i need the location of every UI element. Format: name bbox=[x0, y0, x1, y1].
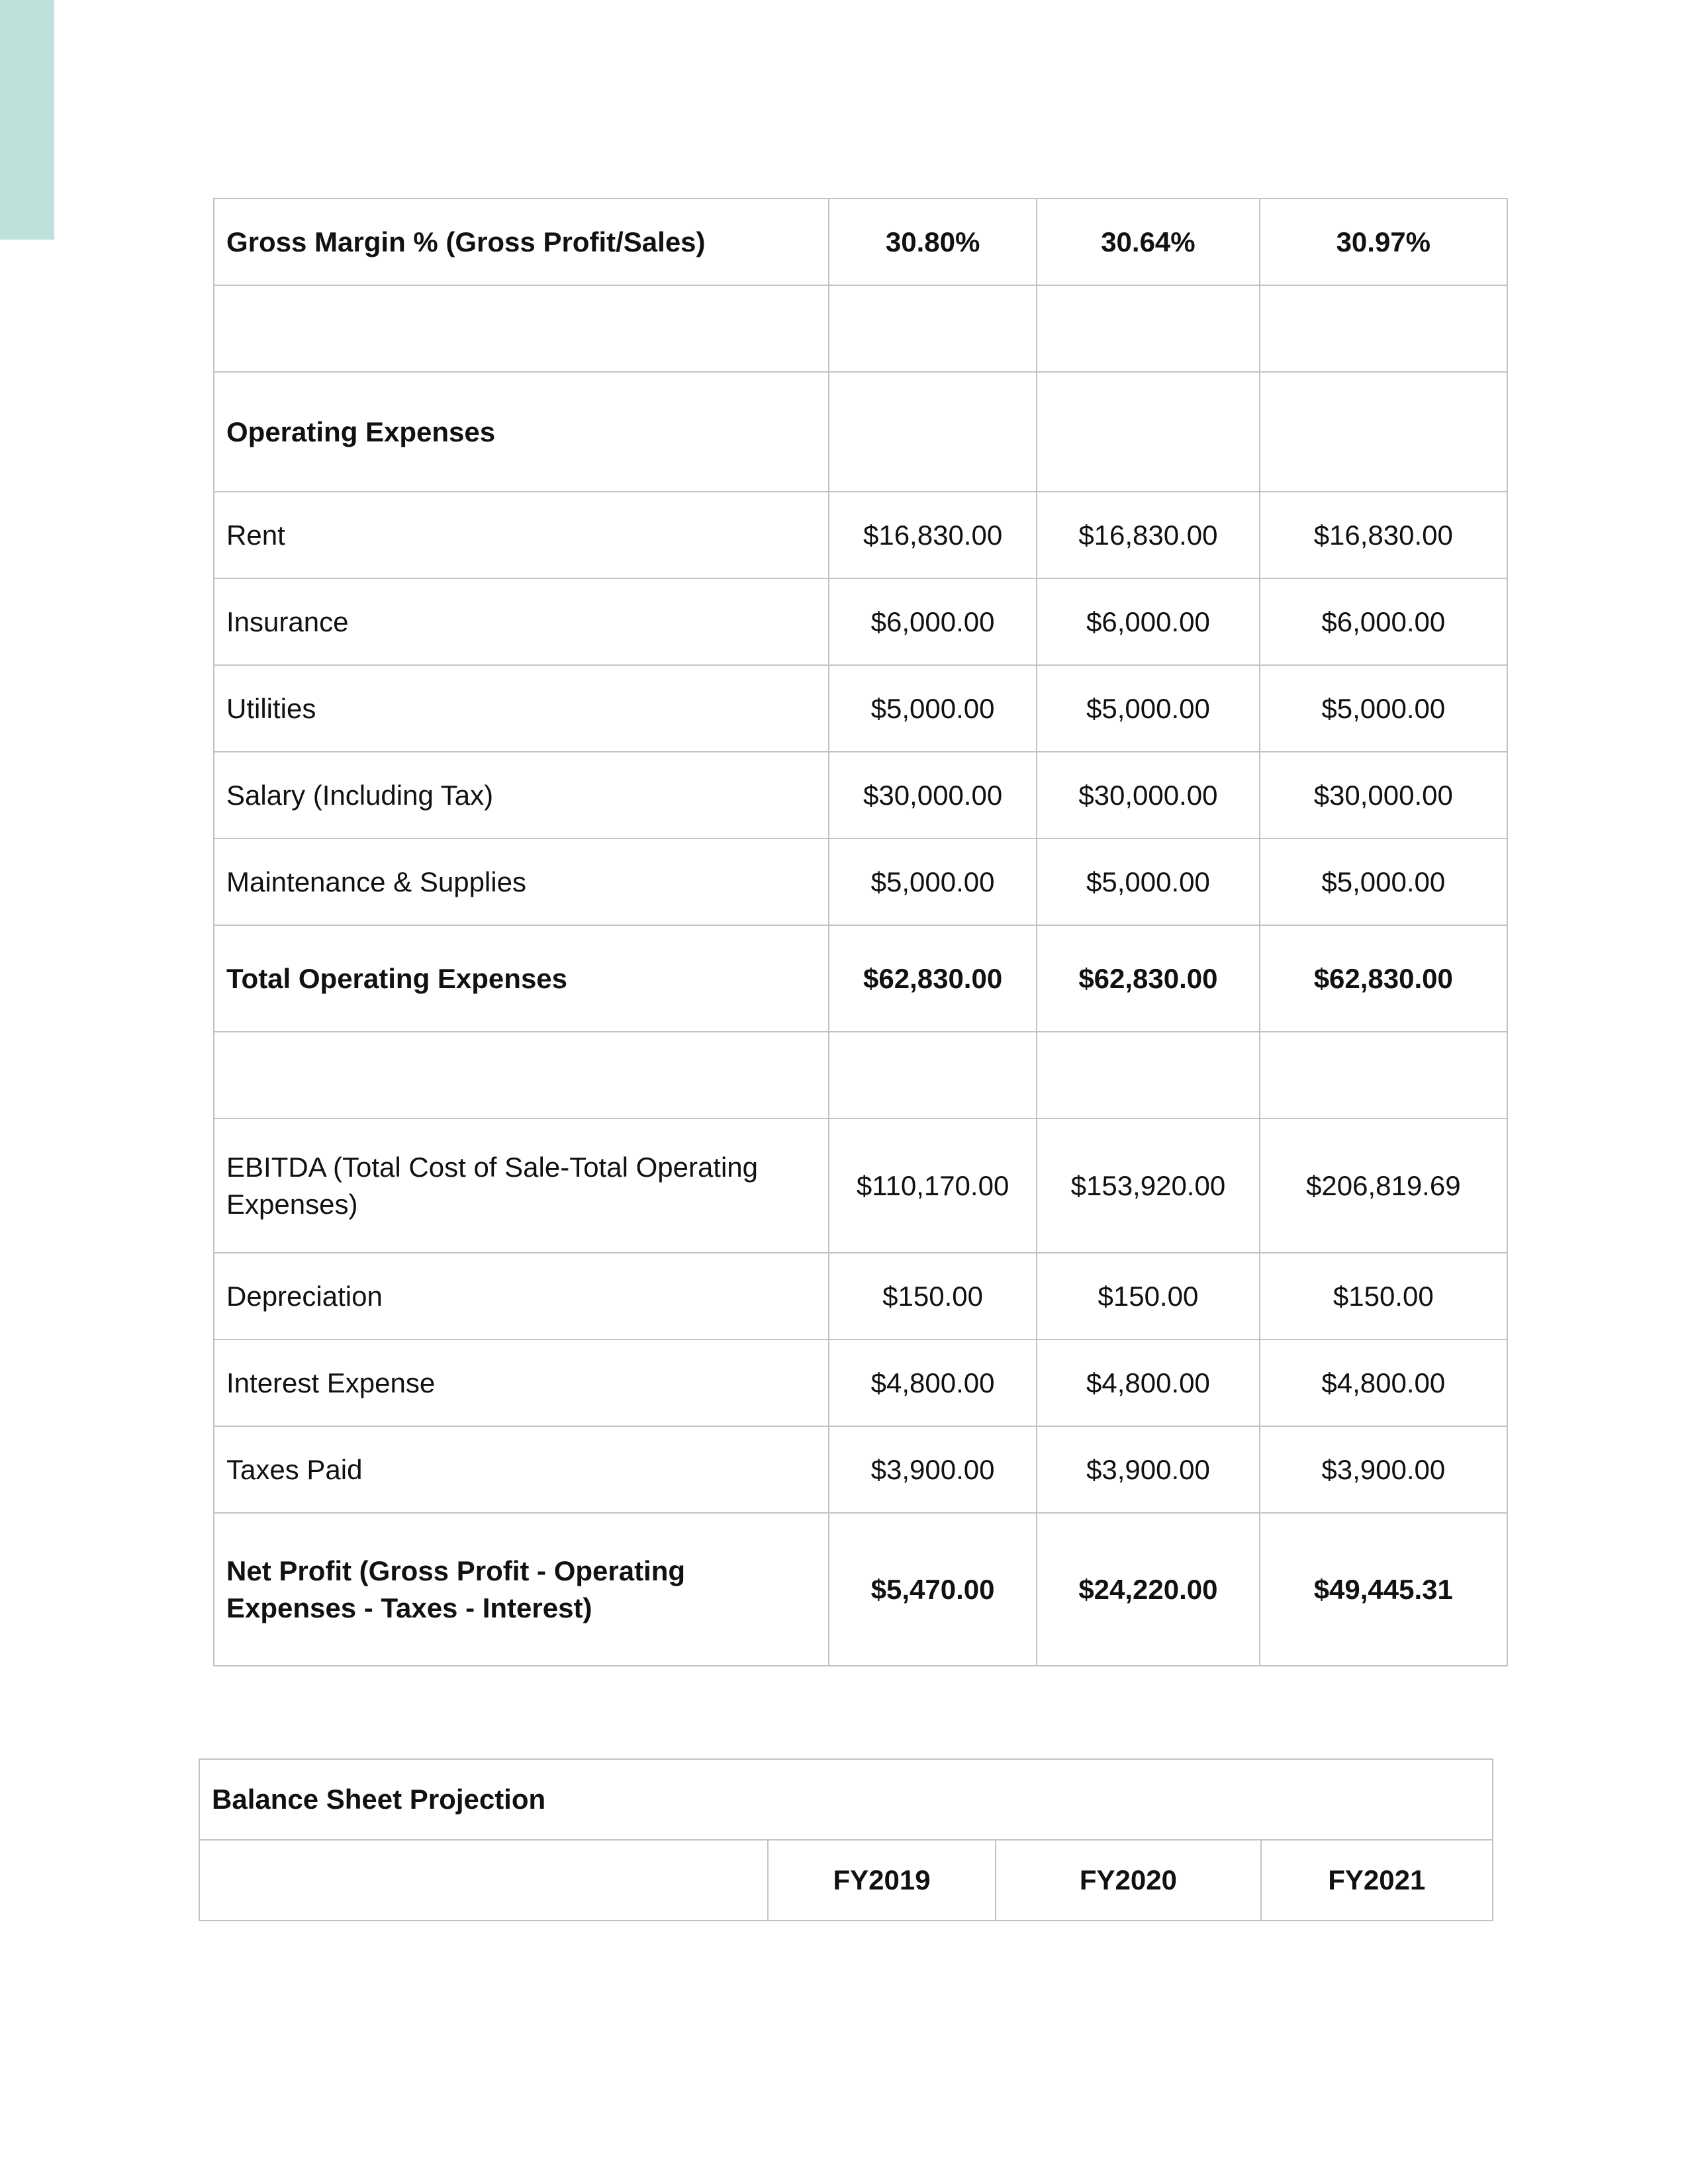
header-blank-cell bbox=[199, 1840, 768, 1921]
row-value: $62,830.00 bbox=[1037, 925, 1259, 1032]
table-row bbox=[214, 1032, 1507, 1118]
row-value: $5,000.00 bbox=[829, 839, 1037, 925]
row-value: $5,470.00 bbox=[829, 1513, 1037, 1666]
row-value: $6,000.00 bbox=[1037, 578, 1259, 665]
table-row bbox=[214, 372, 1507, 492]
row-label: Operating Expenses bbox=[214, 372, 829, 492]
accent-bar bbox=[0, 0, 54, 240]
row-value: $30,000.00 bbox=[1260, 752, 1507, 839]
row-value: $206,819.69 bbox=[1260, 1118, 1507, 1253]
table-row bbox=[214, 839, 1507, 925]
row-value bbox=[1037, 285, 1259, 372]
row-value bbox=[1260, 1032, 1507, 1118]
header-fy2019: FY2019 bbox=[768, 1840, 996, 1921]
table-row bbox=[214, 1253, 1507, 1340]
row-value bbox=[829, 285, 1037, 372]
row-label: Maintenance & Supplies bbox=[214, 839, 829, 925]
table-row bbox=[214, 665, 1507, 752]
balance-sheet-title-row bbox=[199, 1759, 1493, 1840]
table-row bbox=[214, 1118, 1507, 1253]
header-fy2021: FY2021 bbox=[1261, 1840, 1493, 1921]
row-value: $5,000.00 bbox=[829, 665, 1037, 752]
row-value: $153,920.00 bbox=[1037, 1118, 1259, 1253]
row-value: 30.80% bbox=[829, 199, 1037, 285]
row-value: $5,000.00 bbox=[1037, 839, 1259, 925]
row-value: 30.97% bbox=[1260, 199, 1507, 285]
row-value: $150.00 bbox=[1260, 1253, 1507, 1340]
row-value: $5,000.00 bbox=[1260, 839, 1507, 925]
table-row bbox=[214, 578, 1507, 665]
row-value: $6,000.00 bbox=[1260, 578, 1507, 665]
row-value: $110,170.00 bbox=[829, 1118, 1037, 1253]
row-value: 30.64% bbox=[1037, 199, 1259, 285]
row-value: $5,000.00 bbox=[1037, 665, 1259, 752]
row-value: $4,800.00 bbox=[829, 1340, 1037, 1426]
row-value bbox=[829, 1032, 1037, 1118]
table-row bbox=[214, 492, 1507, 578]
row-label: Depreciation bbox=[214, 1253, 829, 1340]
row-value: $3,900.00 bbox=[829, 1426, 1037, 1513]
row-value: $16,830.00 bbox=[829, 492, 1037, 578]
row-label: Net Profit (Gross Profit - Operating Expenses - Taxes - Interest) bbox=[214, 1513, 829, 1666]
row-value: $49,445.31 bbox=[1260, 1513, 1507, 1666]
header-fy2020: FY2020 bbox=[996, 1840, 1260, 1921]
row-value: $16,830.00 bbox=[1260, 492, 1507, 578]
row-value bbox=[1260, 285, 1507, 372]
table-row bbox=[214, 1426, 1507, 1513]
table-row bbox=[214, 752, 1507, 839]
row-value: $3,900.00 bbox=[1037, 1426, 1259, 1513]
row-value: $62,830.00 bbox=[1260, 925, 1507, 1032]
table-row bbox=[214, 1513, 1507, 1666]
row-label: Salary (Including Tax) bbox=[214, 752, 829, 839]
table-row bbox=[214, 925, 1507, 1032]
row-value: $30,000.00 bbox=[1037, 752, 1259, 839]
row-label bbox=[214, 1032, 829, 1118]
row-value: $16,830.00 bbox=[1037, 492, 1259, 578]
row-label: Insurance bbox=[214, 578, 829, 665]
balance-sheet-table bbox=[199, 1758, 1493, 1921]
balance-sheet-header-row bbox=[199, 1840, 1493, 1921]
balance-sheet-title: Balance Sheet Projection bbox=[199, 1759, 1493, 1840]
row-label: EBITDA (Total Cost of Sale-Total Operating Expenses) bbox=[214, 1118, 829, 1253]
row-value: $62,830.00 bbox=[829, 925, 1037, 1032]
row-value: $24,220.00 bbox=[1037, 1513, 1259, 1666]
profit-loss-table bbox=[213, 198, 1508, 1666]
row-value bbox=[1037, 372, 1259, 492]
table-row bbox=[214, 199, 1507, 285]
row-label: Utilities bbox=[214, 665, 829, 752]
row-label: Interest Expense bbox=[214, 1340, 829, 1426]
row-value: $4,800.00 bbox=[1260, 1340, 1507, 1426]
profit-loss-table-body bbox=[214, 199, 1507, 1666]
row-label: Rent bbox=[214, 492, 829, 578]
row-value: $5,000.00 bbox=[1260, 665, 1507, 752]
row-value bbox=[1260, 372, 1507, 492]
row-value: $150.00 bbox=[1037, 1253, 1259, 1340]
table-row bbox=[214, 285, 1507, 372]
row-value: $6,000.00 bbox=[829, 578, 1037, 665]
row-label bbox=[214, 285, 829, 372]
row-value bbox=[829, 372, 1037, 492]
row-value: $30,000.00 bbox=[829, 752, 1037, 839]
row-value: $150.00 bbox=[829, 1253, 1037, 1340]
table-row bbox=[214, 1340, 1507, 1426]
row-value: $4,800.00 bbox=[1037, 1340, 1259, 1426]
row-value bbox=[1037, 1032, 1259, 1118]
row-value: $3,900.00 bbox=[1260, 1426, 1507, 1513]
row-label: Total Operating Expenses bbox=[214, 925, 829, 1032]
row-label: Gross Margin % (Gross Profit/Sales) bbox=[214, 199, 829, 285]
row-label: Taxes Paid bbox=[214, 1426, 829, 1513]
